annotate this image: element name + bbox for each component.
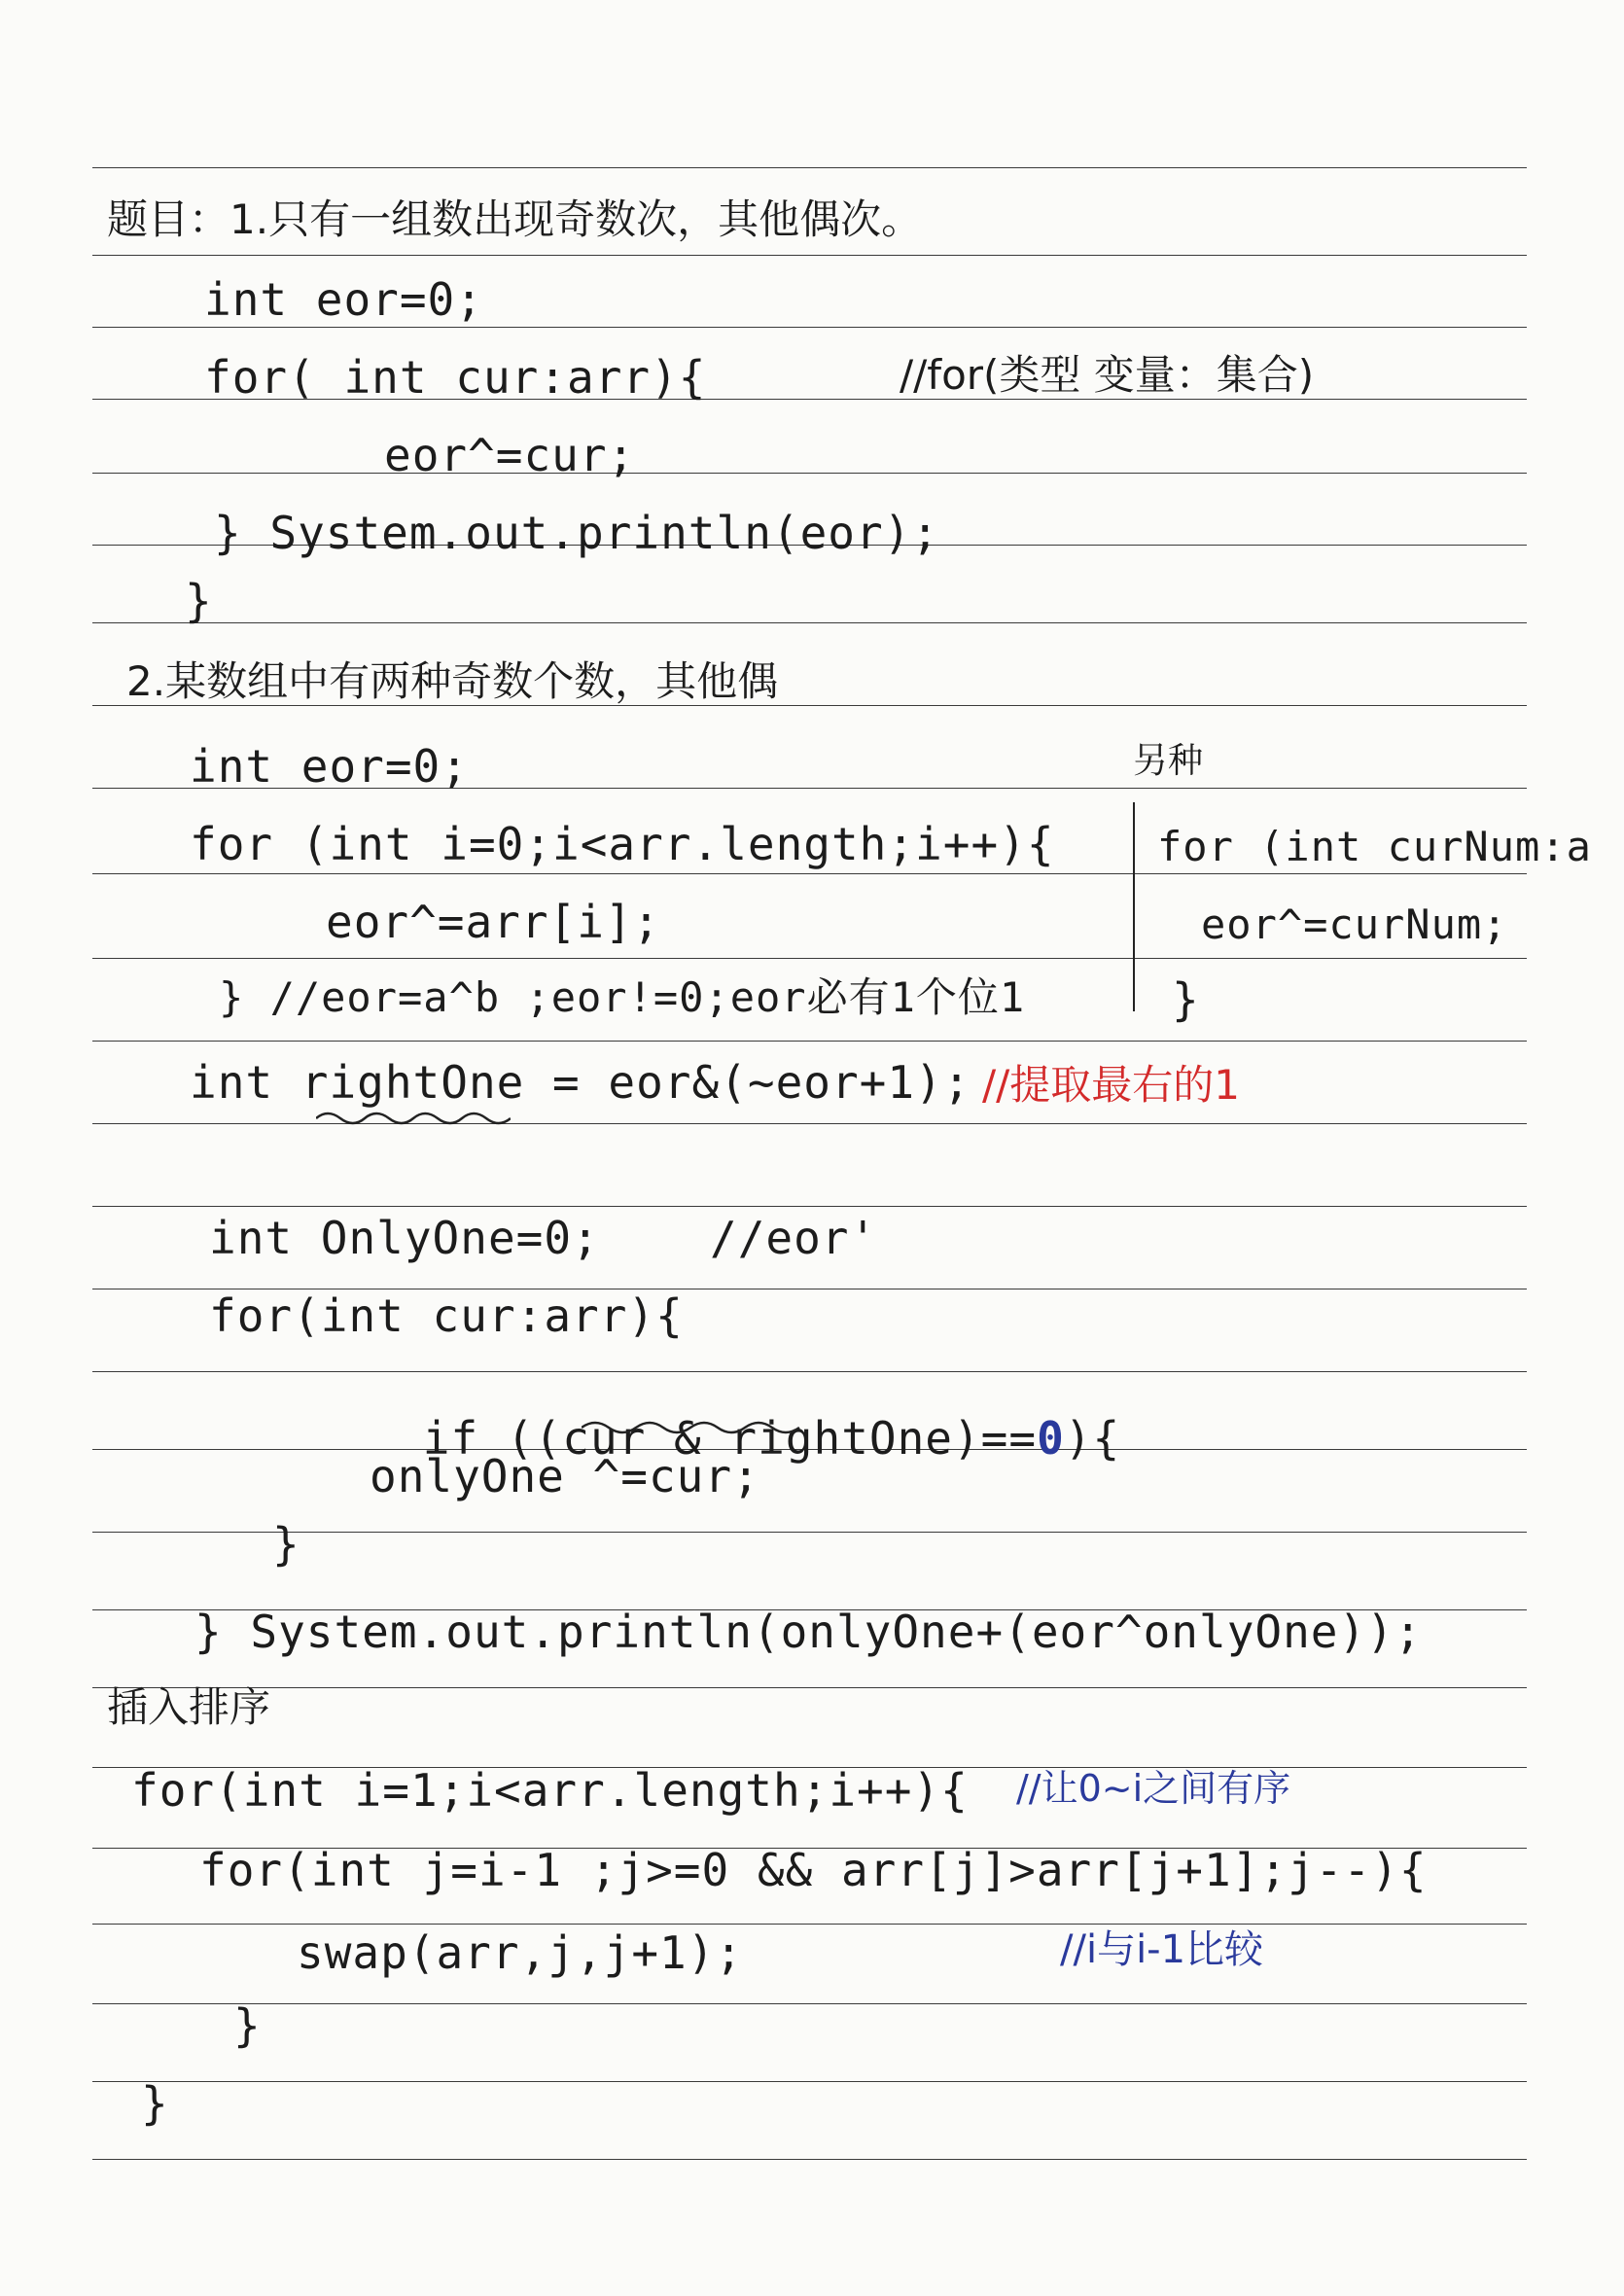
ruled-line [92, 1687, 1527, 1688]
blue-comment: //让0~i之间有序 [1016, 1767, 1291, 1810]
code-fragment: if ((cur & rightOne)== [422, 1412, 1038, 1465]
ruled-line [92, 1041, 1527, 1042]
side-divider [1133, 802, 1135, 1011]
problem-1-title: 题目：1.只有一组数出现奇数次，其他偶次。 [107, 195, 923, 243]
code-line: } //eor=a^b ;eor!=0;eor必有1个位1 [219, 973, 1026, 1021]
ruled-line [92, 2081, 1527, 2082]
code-line: int rightOne = eor&(~eor+1); [190, 1056, 971, 1109]
code-line: eor^=cur; [384, 429, 636, 481]
code-line: for(int cur:arr){ [209, 1289, 684, 1342]
ruled-line [92, 1206, 1527, 1207]
code-comment: //for(类型 变量：集合) [900, 351, 1315, 399]
code-fragment: ){ [1064, 1412, 1121, 1465]
side-label: 另种 [1133, 741, 1204, 781]
ruled-line [92, 2159, 1527, 2160]
code-line: onlyOne ^=cur; [370, 1450, 760, 1502]
ruled-line [92, 327, 1527, 328]
insertion-sort-title: 插入排序 [107, 1683, 271, 1731]
side-code-line: for (int curNum:a [1157, 823, 1592, 870]
code-line: } System.out.println(onlyOne+(eor^onlyOne)); [194, 1606, 1423, 1658]
side-code-line: } [1172, 973, 1200, 1026]
side-code-line: eor^=curNum; [1201, 901, 1508, 948]
code-line: } [272, 1518, 300, 1571]
code-line: } [185, 575, 213, 627]
code-line: } [141, 2077, 169, 2130]
ruled-line [92, 167, 1527, 168]
ruled-line [92, 622, 1527, 623]
ruled-line [92, 1532, 1527, 1533]
code-line: for( int cur:arr){ [204, 351, 707, 404]
squiggle-underline [582, 1418, 805, 1439]
ruled-line [92, 255, 1527, 256]
ruled-line [92, 2003, 1527, 2004]
code-line: } System.out.println(eor); [214, 507, 940, 559]
code-line: for(int j=i-1 ;j>=0 && arr[j]>arr[j+1];j--){ [199, 1844, 1428, 1896]
ruled-line [92, 1123, 1527, 1124]
code-line: int eor=0; [190, 740, 469, 793]
blue-comment: //i与i-1比较 [1060, 1927, 1264, 1972]
code-comment: //eor' [710, 1212, 878, 1264]
code-line: for(int i=1;i<arr.length;i++){ [131, 1764, 969, 1817]
highlighted-zero: 0 [1037, 1412, 1065, 1465]
code-line: swap(arr,j,j+1); [297, 1926, 744, 1979]
ruled-line [92, 958, 1527, 959]
ruled-line [92, 473, 1527, 474]
code-line: int OnlyOne=0; [209, 1212, 600, 1264]
squiggle-underline [316, 1109, 511, 1128]
code-line: } [233, 1999, 262, 2052]
code-line: for (int i=0;i<arr.length;i++){ [190, 818, 1055, 870]
ruled-line [92, 1924, 1527, 1925]
red-comment: //提取最右的1 [982, 1061, 1241, 1109]
ruled-line [92, 873, 1527, 874]
problem-2-title: 2.某数组中有两种奇数个数，其他偶 [126, 657, 779, 705]
ruled-line [92, 705, 1527, 706]
code-line: int eor=0; [204, 273, 483, 326]
code-line: eor^=arr[i]; [326, 896, 661, 948]
